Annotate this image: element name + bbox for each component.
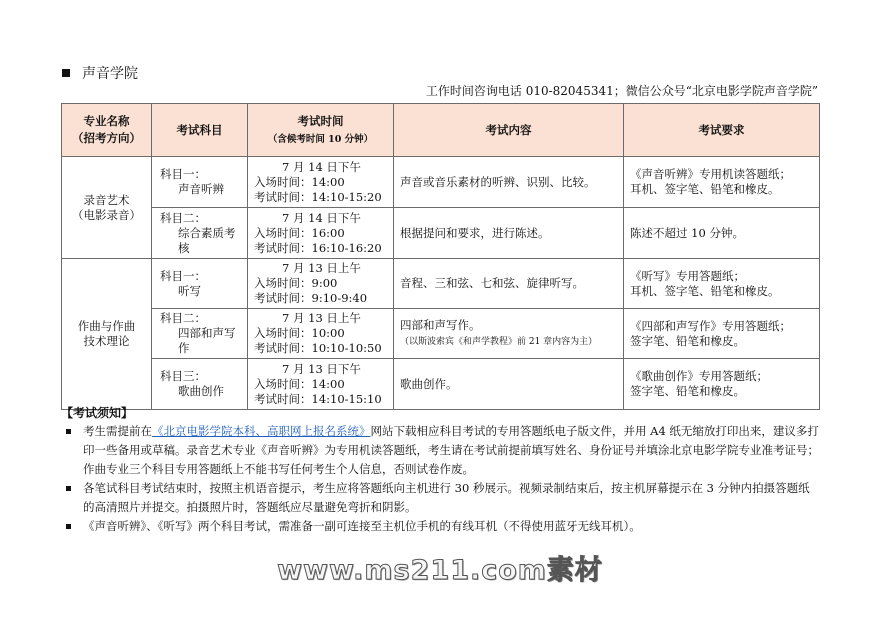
table-row xyxy=(62,208,820,259)
table-row xyxy=(62,157,820,208)
subject-cell: 科目二： 四部和声写作 xyxy=(152,309,248,359)
content-cell: 四部和声写作。 （以斯波索宾《和声学教程》前 21 章内容为主） xyxy=(394,309,624,359)
exam-schedule-table xyxy=(61,103,820,410)
square-bullet-icon xyxy=(66,486,71,491)
table-row xyxy=(62,259,820,309)
content-cell: 声音或音乐素材的听辨、识别、比较。 xyxy=(394,157,624,208)
requirements-cell: 陈述不超过 10 分钟。 xyxy=(624,208,820,259)
content-cell: 歌曲创作。 xyxy=(394,359,624,410)
registration-system-link[interactable]: 《北京电影学院本科、高职网上报名系统》 xyxy=(152,424,371,438)
subject-cell: 科目二： 综合素质考核 xyxy=(152,208,248,259)
list-item: 《声音听辨》、《听写》两个科目考试，需准备一副可连接至主机位手机的有线耳机（不得使用蓝牙无线耳机）。 xyxy=(61,517,821,536)
major-cell: 作曲与作曲 技术理论 xyxy=(62,259,152,410)
watermark: www.ms211.com素材 xyxy=(277,555,603,586)
contact-info: 工作时间咨询电话 010-82045341；微信公众号“北京电影学院声音学院” xyxy=(425,84,818,98)
notice-list xyxy=(61,422,821,536)
header-requirements: 考试要求 xyxy=(624,104,820,157)
subject-cell: 科目三： 歌曲创作 xyxy=(152,359,248,410)
time-cell: 7 月 14 日下午 入场时间：16:00 考试时间：16:10-16:20 xyxy=(248,208,394,259)
header-subject: 考试科目 xyxy=(152,104,248,157)
square-bullet-icon xyxy=(66,524,71,529)
section-title xyxy=(62,63,138,83)
table-row xyxy=(62,359,820,410)
content-cell: 音程、三和弦、七和弦、旋律听写。 xyxy=(394,259,624,309)
header-major: 专业名称 （招考方向） xyxy=(62,104,152,157)
time-cell: 7 月 14 日下午 入场时间：14:00 考试时间：14:10-15:20 xyxy=(248,157,394,208)
list-item: 各笔试科目考试结束时，按照主机语音提示，考生应将答题纸向主机进行 30 秒展示。视频录制结束后，按主机屏幕提示在 3 分钟内拍摄答题纸的高清照片并提交。拍摄照片时，答题纸应尽量避免弯折和阴影。 xyxy=(61,479,821,517)
table-header-row xyxy=(62,104,820,157)
header-time: 考试时间 （含候考时间 10 分钟） xyxy=(248,104,394,157)
subject-cell: 科目一： 声音听辨 xyxy=(152,157,248,208)
time-cell: 7 月 13 日上午 入场时间：9:00 考试时间：9:10-9:40 xyxy=(248,259,394,309)
square-bullet-icon xyxy=(66,429,71,434)
table-row xyxy=(62,309,820,359)
time-cell: 7 月 13 日下午 入场时间：14:00 考试时间：14:10-15:10 xyxy=(248,359,394,410)
requirements-cell: 《听写》专用答题纸； 耳机、签字笔、铅笔和橡皮。 xyxy=(624,259,820,309)
time-cell: 7 月 13 日上午 入场时间：10:00 考试时间：10:10-10:50 xyxy=(248,309,394,359)
list-item: 考生需提前在《北京电影学院本科、高职网上报名系统》网站下载相应科目考试的专用答题纸电子版文件，并用 A4 纸无缩放打印出来，建议多打印一些备用或草稿。录音艺术专业《声音听辨》为专用机读答题纸，考生请在考试前提前填写姓名、身份证号并填涂北京电影学院专业准考证号；作曲专业三个科目专用答题纸上不能书写任何考生个人信息，否则试卷作废。 xyxy=(61,422,821,479)
section-title-text: 声音学院 xyxy=(82,66,138,82)
notice-title: 【考试须知】 xyxy=(61,406,134,420)
header-content: 考试内容 xyxy=(394,104,624,157)
requirements-cell: 《四部和声写作》专用答题纸； 签字笔、铅笔和橡皮。 xyxy=(624,309,820,359)
content-cell: 根据提问和要求，进行陈述。 xyxy=(394,208,624,259)
requirements-cell: 《歌曲创作》专用答题纸； 签字笔、铅笔和橡皮。 xyxy=(624,359,820,410)
major-cell: 录音艺术 （电影录音） xyxy=(62,157,152,259)
requirements-cell: 《声音听辨》专用机读答题纸； 耳机、签字笔、铅笔和橡皮。 xyxy=(624,157,820,208)
square-bullet-icon xyxy=(62,69,70,77)
subject-cell: 科目一： 听写 xyxy=(152,259,248,309)
